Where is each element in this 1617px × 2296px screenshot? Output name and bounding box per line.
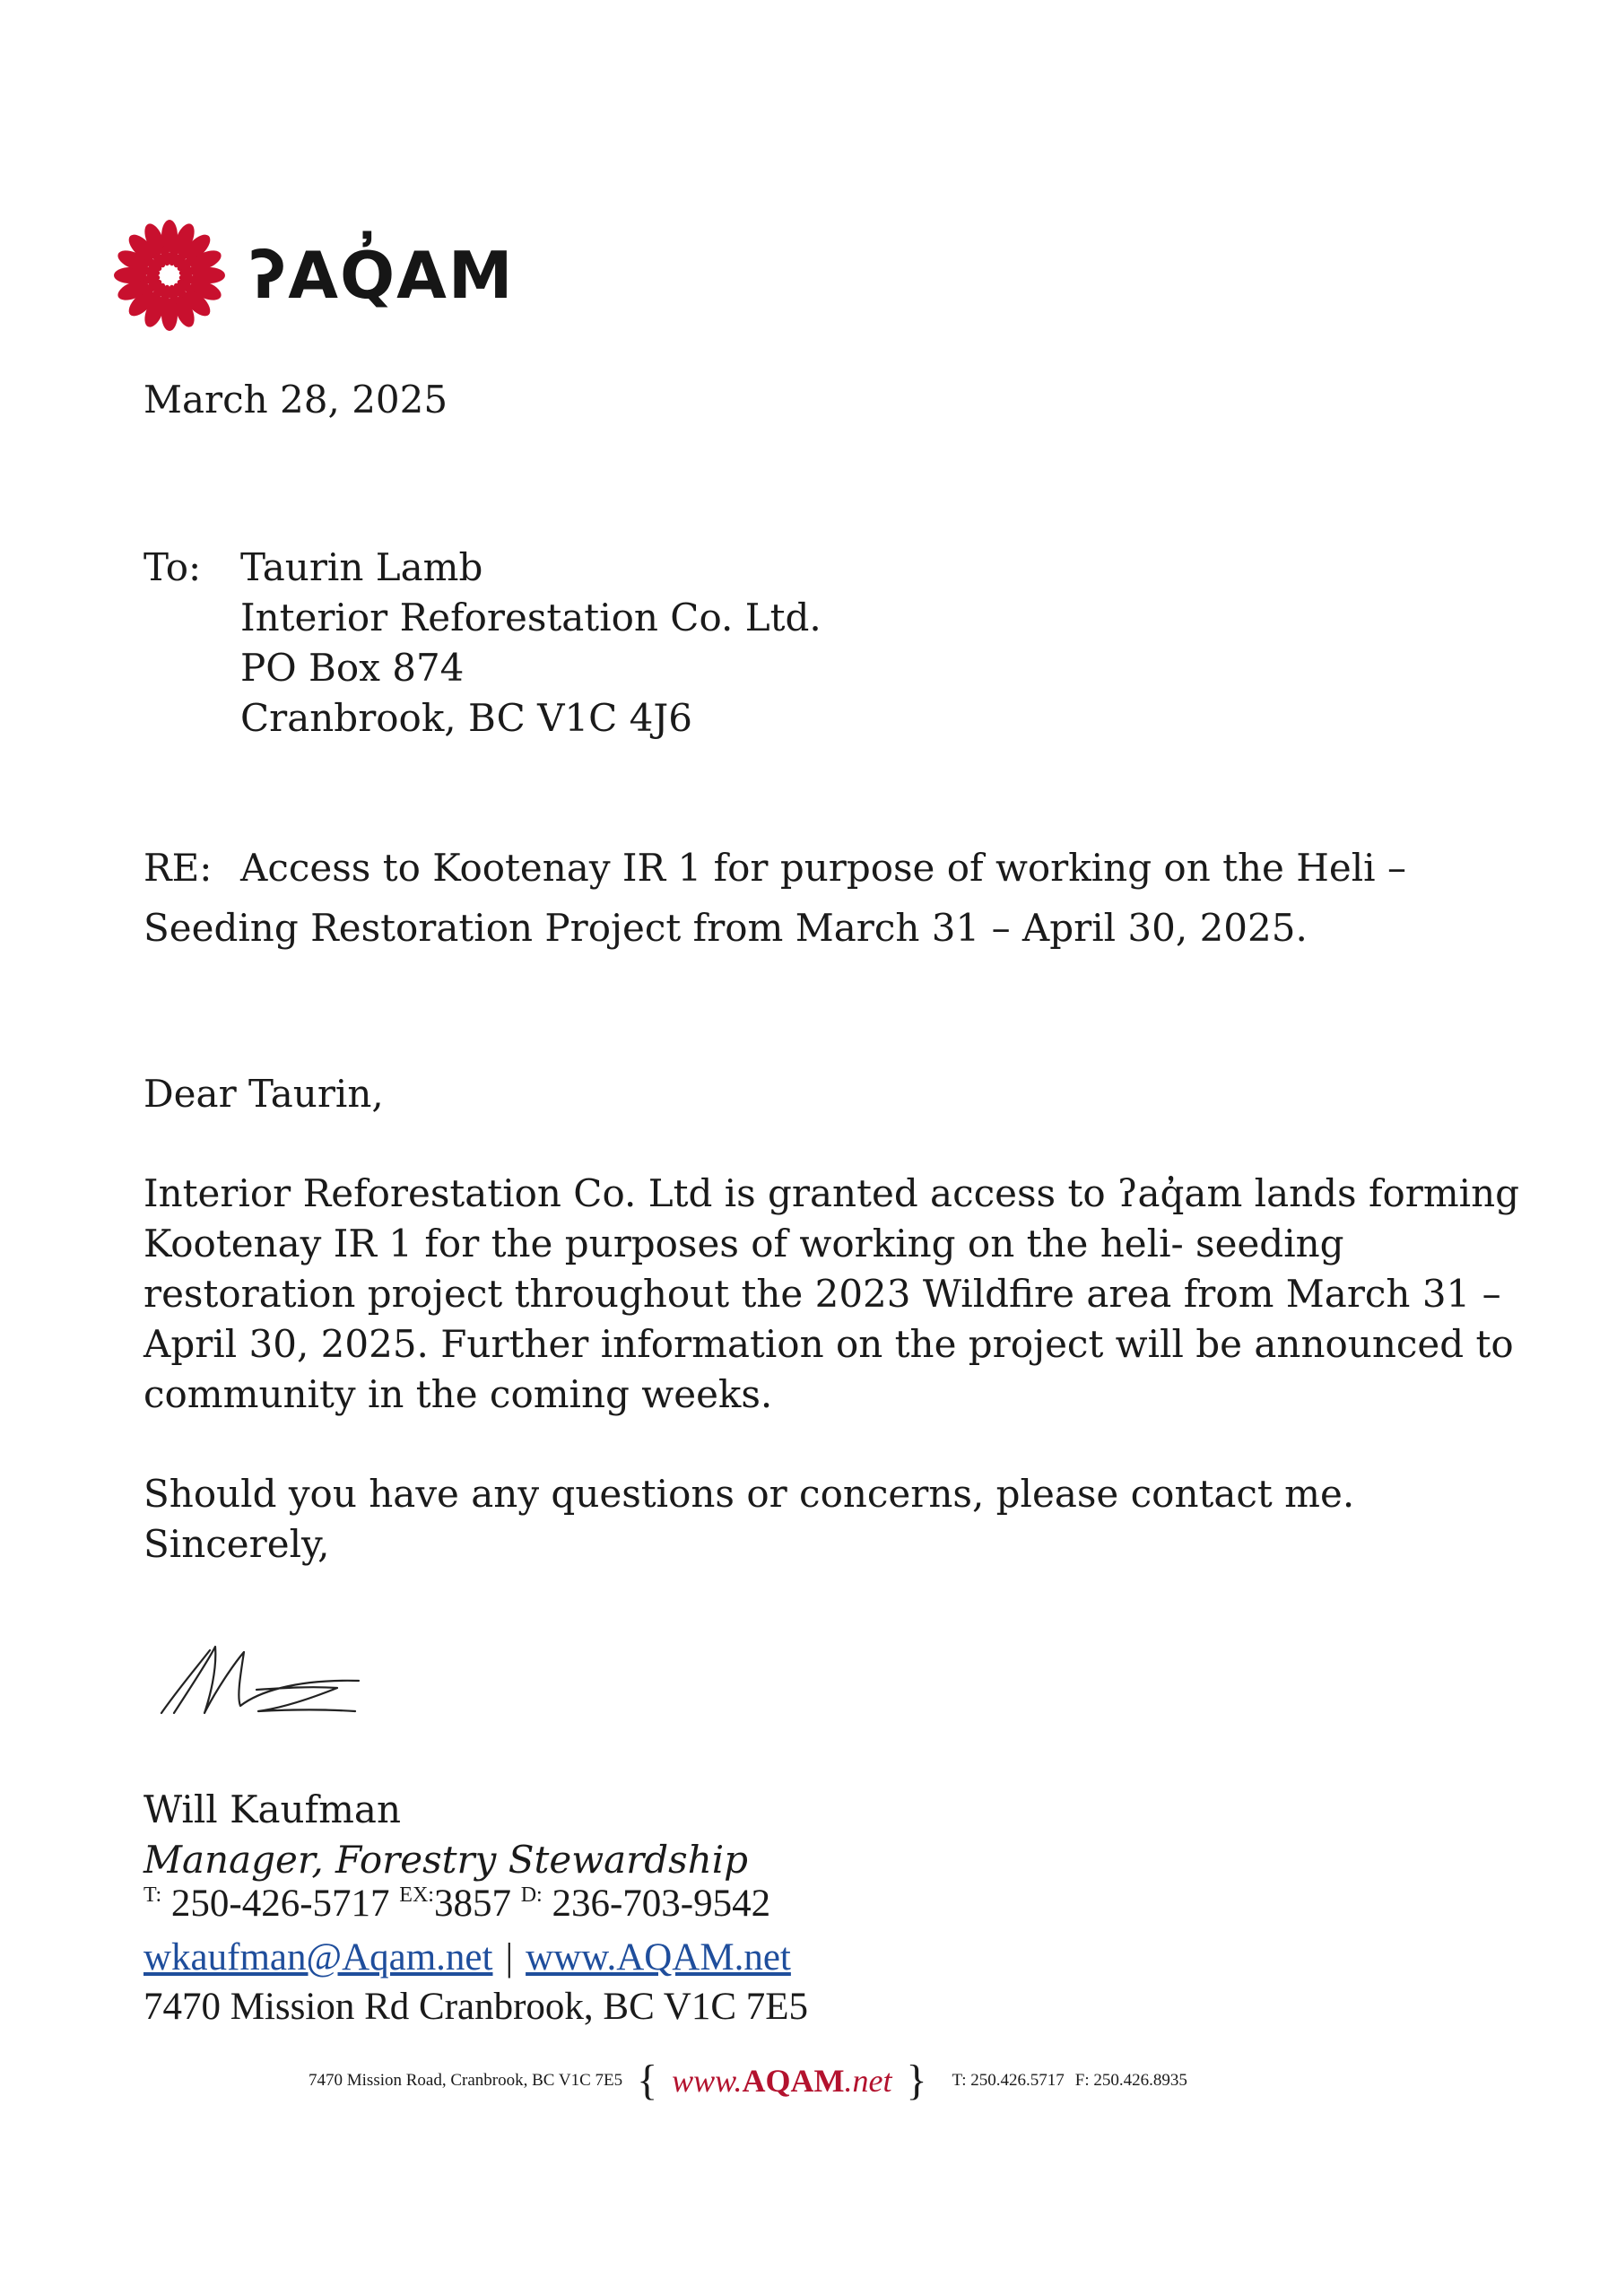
recipient-address (240, 543, 822, 744)
letter-date: March 28, 2025 (143, 378, 448, 422)
signer-title: Manager, Forestry Stewardship (143, 1838, 749, 1882)
body-paragraph-1 (143, 1169, 1519, 1420)
phone-ex-label: EX: (399, 1883, 434, 1907)
phone-t-label: T: (143, 1883, 162, 1907)
phone-number: 250-426-5717 (170, 1883, 390, 1925)
phone-d-label: D: (520, 1883, 543, 1907)
recipient-name: Taurin Lamb (240, 545, 483, 589)
link-separator: | (505, 1936, 514, 1979)
subject-text-1: Access to Kootenay IR 1 for purpose of working on the Heli – (240, 846, 1406, 890)
paragraph-line: Interior Reforestation Co. Ltd is granted access to ʔaq̓am lands forming (143, 1171, 1520, 1215)
subject-label: RE: (143, 846, 213, 890)
subject-line-2: Seeding Restoration Project from March 31 – April 30, 2025. (143, 906, 1308, 950)
direct-phone: 236-703-9542 (552, 1883, 771, 1925)
red-flower-icon (111, 217, 228, 334)
footer-brace-open: { (637, 2057, 658, 2104)
recipient-city: Cranbrook, BC V1C 4J6 (240, 696, 692, 740)
closing-question: Should you have any questions or concerns, please contact me. (143, 1472, 1355, 1516)
signer-links (143, 1935, 791, 1979)
letterhead-footer (309, 2059, 1187, 2102)
handwritten-signature (158, 1634, 364, 1724)
salutation: Dear Taurin, (143, 1072, 384, 1116)
footer-website[interactable] (672, 2062, 891, 2100)
letterhead-logo (111, 217, 515, 334)
closing-sincerely: Sincerely, (143, 1522, 330, 1566)
footer-web-prefix: www. (672, 2063, 743, 2099)
letterhead-wordmark: ʔAQ̓AM (249, 238, 515, 313)
signer-name: Will Kaufman (143, 1787, 402, 1831)
recipient-company: Interior Reforestation Co. Ltd. (240, 596, 822, 639)
footer-address: 7470 Mission Road, Cranbrook, BC V1C 7E5 (309, 2071, 623, 2090)
footer-phone: T: 250.426.5717 (952, 2071, 1065, 2090)
paragraph-line: community in the coming weeks. (143, 1372, 773, 1416)
paragraph-line: Kootenay IR 1 for the purposes of working on the heli- seeding (143, 1222, 1344, 1265)
email-link[interactable]: wkaufman@Aqam.net (143, 1936, 493, 1979)
phone-extension: 3857 (433, 1883, 511, 1925)
footer-fax: F: 250.426.8935 (1074, 2071, 1187, 2090)
recipient-po-box: PO Box 874 (240, 646, 465, 690)
signer-address: 7470 Mission Rd Cranbrook, BC V1C 7E5 (143, 1986, 809, 2028)
recipient-label: To: (143, 545, 202, 589)
website-link[interactable]: www.AQAM.net (526, 1936, 791, 1979)
recipient-block (143, 543, 822, 740)
body-paragraph-2 (143, 1469, 1355, 1566)
footer-web-suffix: .net (844, 2063, 892, 2099)
paragraph-line: restoration project throughout the 2023 Wildfire area from March 31 – (143, 1272, 1501, 1316)
subject-line-1 (143, 843, 1406, 893)
signer-phone (143, 1882, 770, 1926)
footer-web-caps: AQAM (742, 2063, 845, 2099)
paragraph-line: April 30, 2025. Further information on the project will be announced to (143, 1322, 1514, 1366)
footer-brace-close: } (906, 2057, 927, 2104)
